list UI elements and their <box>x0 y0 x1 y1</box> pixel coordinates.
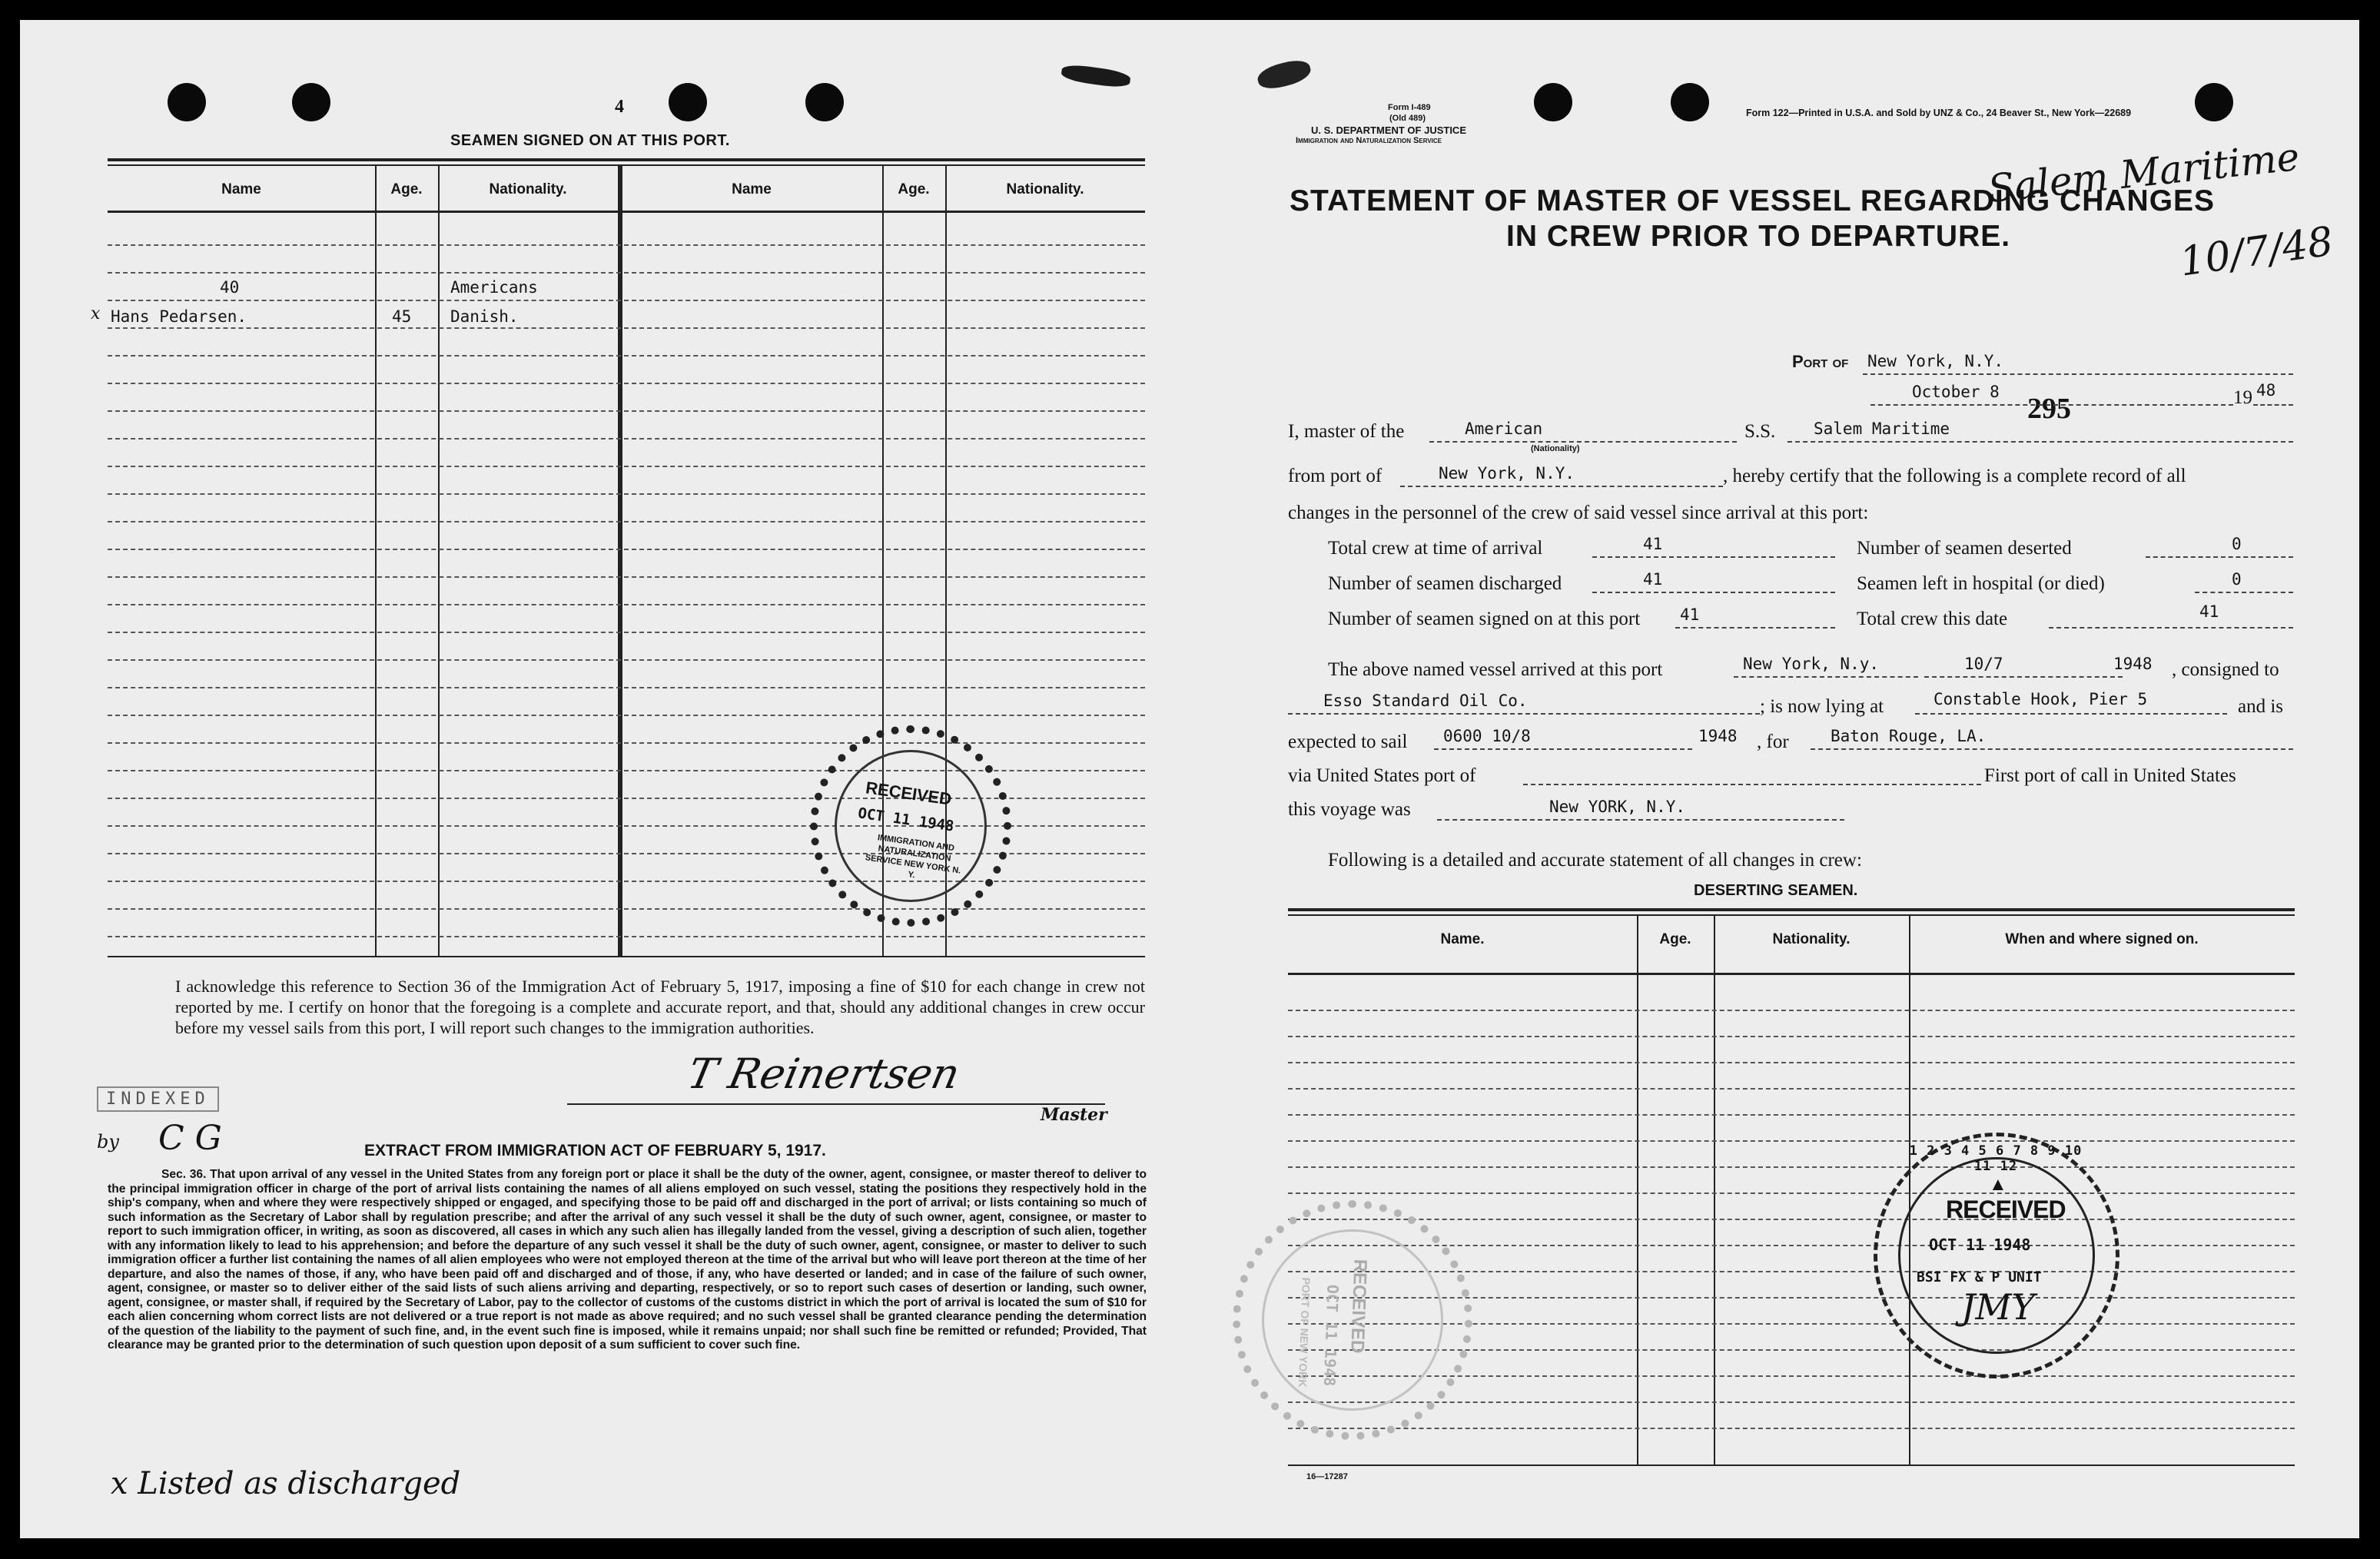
fill-line <box>2195 592 2293 593</box>
signature-line <box>567 1103 1105 1105</box>
table-row <box>1288 1166 2295 1168</box>
punch-hole <box>1534 83 1572 121</box>
stamp-received-text: RECEIVED <box>1946 1196 2066 1223</box>
service-name: Immigration and Naturalization Service <box>1296 136 1442 145</box>
first-port-text: First port of call in United States <box>1984 765 2236 786</box>
fill-line <box>1400 486 1723 487</box>
stamp-service-text: IMMIGRATION AND NATURALIZATION SERVICE NEW YORK N. Y. <box>865 833 962 881</box>
first-port-value: New YORK, N.Y. <box>1549 798 1686 816</box>
table-row <box>108 327 1145 329</box>
certify-text: , hereby certify that the following is a complete record of all <box>1723 466 2186 486</box>
stamp-ring-numbers: 1 2 3 4 5 6 7 8 9 10 11 12 <box>1909 1143 2083 1174</box>
column-divider <box>621 166 622 957</box>
stat-label: Total crew this date <box>1857 609 2008 629</box>
from-port-label: from port of <box>1288 466 1383 486</box>
fill-line <box>1592 592 1835 593</box>
column-header-nationality: Nationality. <box>489 181 567 197</box>
master-of-label: I, master of the <box>1288 421 1405 442</box>
table-row <box>108 604 1145 605</box>
table-header-rule <box>1288 973 2295 975</box>
indexed-stamp: INDEXED <box>97 1086 219 1112</box>
stat-label: Number of seamen signed on at this port <box>1328 609 1641 629</box>
expected-text: expected to sail <box>1288 731 1408 752</box>
table-row <box>108 466 1145 467</box>
fill-line <box>1523 784 1981 785</box>
table-row <box>1288 1036 2295 1037</box>
handwritten-vessel-name: Salem Maritime <box>1986 134 2302 212</box>
stamp-date-text: OCT 11 1948 <box>1929 1236 2031 1254</box>
column-divider <box>1637 916 1638 1464</box>
form-title-line1: STATEMENT OF MASTER OF VESSEL REGARDING CHANGES <box>1290 184 2216 217</box>
table-row <box>1288 1140 2295 1142</box>
serial-number: 295 <box>2027 393 2071 425</box>
sail-year: 1948 <box>1698 727 1738 745</box>
stat-value: 41 <box>1680 605 1700 624</box>
stamp-unit-text: BSI FX & P UNIT <box>1917 1269 2042 1285</box>
document-sheet <box>20 20 2359 1538</box>
stat-label: Total crew at time of arrival <box>1328 538 1543 559</box>
column-divider <box>1714 916 1715 1464</box>
table-bottom-rule <box>108 956 1145 957</box>
column-divider <box>375 166 377 957</box>
master-label: Master <box>1041 1105 1107 1125</box>
stat-value: 41 <box>2199 602 2219 621</box>
consigned-to-text: , consigned to <box>2172 659 2279 680</box>
arrived-year: 1948 <box>2113 655 2153 673</box>
ss-label: S.S. <box>1744 421 1776 442</box>
consignee-value: Esso Standard Oil Co. <box>1323 692 1528 710</box>
table-row <box>108 908 1145 910</box>
stamp-date-text: OCT 11 1948 <box>857 804 955 835</box>
lying-at-value: Constable Hook, Pier 5 <box>1934 690 2148 708</box>
ink-smudge <box>1255 56 1313 92</box>
fill-line <box>1434 748 1692 750</box>
indexed-by-initials: C G <box>158 1119 222 1158</box>
footer-code: 16—17287 <box>1306 1472 1348 1481</box>
table-top-rule <box>1288 914 2295 916</box>
punch-hole <box>168 83 206 121</box>
table-row <box>108 410 1145 412</box>
extract-text: That upon arrival of any vessel in the United States from any foreign port or place it shall be the duty of the owner, agent, consignee, or master thereof to deliver to the principal immigration officer in charge of the port of arrival lists containing the names of all aliens employed on such vessel, stating the positions they respectively hold in the ship's company, when and where they were respectively shipped or engaged, and specifying those to be paid off and discharged in the port of arrival; or lists containing so much of such information as the Secretary of Labor shall by regulation prescribe; and after the arrival of any such vessel it shall be the duty of such owner, agent, consignee, or master to report to such immigration officer, in writing, as soon as discovered, all cases in which any such alien has illegally landed from the vessel, giving a description of such alien, together with any information likely to lead to his apprehension; and before the departure of any such vessel it shall be the duty of such owner, agent, consignee, or master to deliver to such immigration officer a further list containing the names of all alien employees who were not employed thereon at the time of the arrival but who will leave port thereon at the time of her departure, and also the names of those, if any, who have been paid off and discharged and of those, if any, who have deserted or landed; and in case of the failure of such owner, agent, consignee, or master so to deliver either of the said lists of such aliens arriving and departing, respectively, or so to report such cases of desertion or landing, such owner, agent, consignee, or master shall, if required by the Secretary of Labor, pay to the collector of customs of the customs district in which the port of arrival is located the sum of $10 for each alien concerning whom correct lists are not delivered or a true report is not made as above required; and no such vessel shall be granted clearance pending the determination of the question of the liability to the payment of such fine, and, in the event such fine is imposed, while it remains unpaid; nor shall such fine be remitted or refunded; Provided, That clearance may be granted prior to the determination of such question upon deposit of a sum sufficient to cover such fine. <box>108 1168 1147 1352</box>
table-row <box>108 576 1145 578</box>
row-nationality: Americans <box>450 278 538 297</box>
punch-hole <box>2195 83 2233 121</box>
faded-stamp-port-text: PORT OF NEW YORK <box>1296 1277 1313 1388</box>
stat-value: 0 <box>2232 570 2242 589</box>
fill-line <box>1592 556 1835 558</box>
ink-smudge <box>1061 63 1131 89</box>
sail-time: 0600 10/8 <box>1443 727 1531 745</box>
stat-value: 0 <box>2232 535 2242 553</box>
stamp-initials: JMY <box>1961 1286 2035 1328</box>
department-name: U. S. DEPARTMENT OF JUSTICE <box>1311 124 1466 136</box>
year-suffix: 48 <box>2256 381 2276 400</box>
column-divider <box>438 166 440 957</box>
table-row <box>1288 1428 2295 1429</box>
table-top-rule <box>108 158 1145 161</box>
vessel-value: Salem Maritime <box>1814 420 1950 438</box>
fill-line <box>1675 627 1835 629</box>
acknowledgement-text: I acknowledge this reference to Section 36 of the Immigration Act of February 5, 1917, imposing a fine of $10 for each change in crew not reported by me. I certify on honor that the foregoing is a complete and accurate report, and that, should any additional changes in crew occur before my vessel sails from this port, I will report such changes to the immigration authorities. <box>175 977 1145 1037</box>
table-row <box>108 632 1145 633</box>
and-is-text: and is <box>2238 696 2284 717</box>
table-top-rule <box>108 164 1145 166</box>
column-header-nationality: Nationality. <box>1772 931 1851 947</box>
row-mark: x <box>91 304 101 323</box>
stat-label: Number of seamen deserted <box>1857 538 2072 559</box>
fill-line <box>1734 676 1918 678</box>
handwritten-date: 10/7/48 <box>2176 218 2336 286</box>
extract-title: EXTRACT FROM IMMIGRATION ACT OF FEBRUARY 5, 1917. <box>364 1142 826 1159</box>
table-row <box>1288 1088 2295 1090</box>
table-row <box>108 300 1145 301</box>
table-row <box>1288 1192 2295 1194</box>
faded-stamp-date-text: OCT 11 1948 <box>1319 1284 1343 1387</box>
deserting-title: DESERTING SEAMEN. <box>1694 882 1858 899</box>
stamp-arrow-icon: ▲ <box>1989 1174 2007 1195</box>
page-number: 4 <box>615 97 624 117</box>
table-row <box>1288 1010 2295 1011</box>
punch-hole <box>669 83 707 121</box>
fill-line <box>1288 713 1760 715</box>
faded-stamp-received-text: RECEIVED <box>1346 1259 1371 1354</box>
table-row <box>1288 1219 2295 1220</box>
fill-line <box>2049 627 2293 629</box>
table-row <box>108 549 1145 550</box>
nationality-value: American <box>1465 420 1543 438</box>
printer-note: Form 122—Printed in U.S.A. and Sold by UNZ & Co., 24 Beaver St., New York—22689 <box>1746 108 2132 118</box>
fill-line <box>1870 404 2233 406</box>
table-row <box>108 355 1145 357</box>
stat-label: Seamen left in hospital (or died) <box>1857 573 2105 594</box>
form-number: Form I-489 <box>1388 103 1431 112</box>
indexed-by-prefix: by <box>97 1131 119 1153</box>
column-header-name: Name <box>221 181 261 197</box>
date-value: October 8 <box>1912 383 2000 401</box>
punch-hole <box>1671 83 1709 121</box>
row-age: 45 <box>392 307 412 326</box>
following-text: Following is a detailed and accurate statement of all changes in crew: <box>1328 850 1862 871</box>
column-header-age: Age. <box>898 181 930 197</box>
section-title: SEAMEN SIGNED ON AT THIS PORT. <box>450 132 730 149</box>
fill-line <box>1429 441 1737 443</box>
table-row <box>108 521 1145 522</box>
extract-body <box>108 1168 1147 1353</box>
stamp-received-text: RECEIVED <box>864 778 953 809</box>
table-row <box>108 438 1145 440</box>
lying-at-text: ; is now lying at <box>1760 696 1884 717</box>
table-bottom-rule <box>1288 1464 2295 1466</box>
row-name: Hans Pedarsen. <box>111 307 247 326</box>
destination-value: Baton Rouge, LA. <box>1831 727 1987 745</box>
fill-line <box>2253 404 2293 406</box>
year-prefix: 19 <box>2233 387 2252 408</box>
fill-line <box>1924 676 2123 678</box>
table-row <box>108 742 1145 744</box>
fill-line <box>2146 556 2293 558</box>
changes-text: changes in the personnel of the crew of said vessel since arrival at this port: <box>1288 503 1869 523</box>
column-header-signed-on: When and where signed on. <box>2005 931 2199 947</box>
fill-line <box>1811 748 2293 750</box>
fill-line <box>1863 373 2293 375</box>
punch-hole <box>805 83 844 121</box>
fill-line <box>1787 441 2293 443</box>
table-row <box>108 659 1145 661</box>
table-row <box>1288 1114 2295 1116</box>
column-header-nationality: Nationality. <box>1006 181 1084 197</box>
form-old-number: (Old 489) <box>1389 114 1426 123</box>
handwritten-note: x Listed as discharged <box>111 1466 461 1501</box>
nationality-caption: (Nationality) <box>1531 444 1580 453</box>
stat-value: 41 <box>1643 570 1663 589</box>
from-port-value: New York, N.Y. <box>1439 464 1575 483</box>
for-text: , for <box>1757 731 1789 752</box>
stat-label: Number of seamen discharged <box>1328 573 1562 594</box>
table-row <box>108 687 1145 688</box>
table-header-rule <box>108 211 1145 213</box>
extract-section-label: Sec. 36. <box>161 1168 207 1181</box>
form-title-line2: IN CREW PRIOR TO DEPARTURE. <box>1506 220 2011 253</box>
fill-line <box>1437 819 1844 821</box>
stat-value: 41 <box>1643 535 1663 553</box>
via-text: via United States port of <box>1288 765 1476 786</box>
table-row <box>108 936 1145 937</box>
table-row <box>108 272 1145 274</box>
master-signature: T Reinertsen <box>683 1050 964 1098</box>
column-header-age: Age. <box>1659 931 1691 947</box>
arrived-date: 10/7 <box>1964 655 2003 673</box>
table-row <box>108 383 1145 384</box>
arrived-text: The above named vessel arrived at this port <box>1328 659 1663 680</box>
port-value: New York, N.Y. <box>1867 352 2004 370</box>
table-row <box>108 244 1145 246</box>
row-name: 40 <box>220 278 240 297</box>
port-label: Port of <box>1792 352 1849 371</box>
arrived-port: New York, N.y. <box>1743 655 1880 673</box>
table-row <box>1288 1062 2295 1063</box>
punch-hole <box>292 83 330 121</box>
voyage-text: this voyage was <box>1288 799 1411 820</box>
column-header-name: Name <box>732 181 772 197</box>
column-header-name: Name. <box>1440 931 1485 947</box>
table-top-rule <box>1288 908 2295 911</box>
table-row <box>108 493 1145 495</box>
row-nationality: Danish. <box>450 307 519 326</box>
fill-line <box>1915 713 2227 715</box>
table-row <box>108 715 1145 716</box>
column-header-age: Age. <box>390 181 423 197</box>
